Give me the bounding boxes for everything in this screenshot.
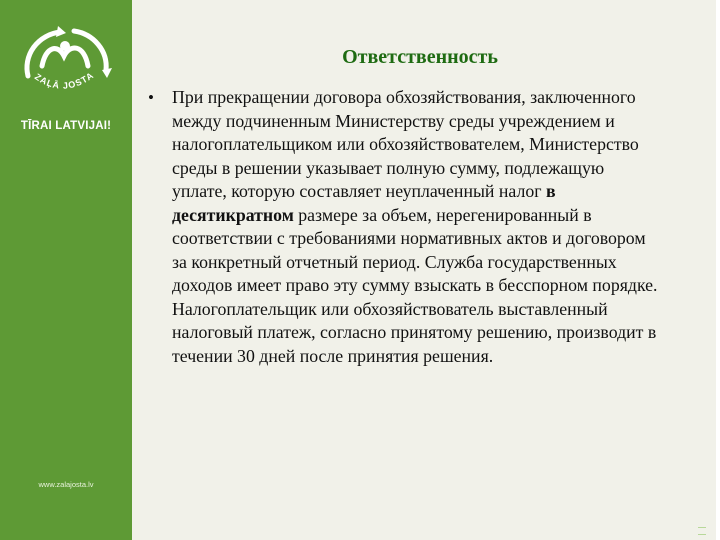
svg-text:ZAĻĀ JOSTA <box>33 70 96 91</box>
corner-decoration <box>698 527 706 528</box>
bullet-paragraph <box>148 86 660 368</box>
right-edge-strip <box>716 0 720 540</box>
website-link[interactable]: www.zalajosta.lv <box>38 480 94 489</box>
paragraph-text-1: При прекращении договора обхозяйствования, заключенного между подчиненным Министерству среды учреждением и налогоплательщиком или обхозяйствователем, Министерство среды в решении указывает полную сумму, подлежащую уплате, которую составляет неуплаченный налог <box>172 87 639 201</box>
corner-decoration <box>698 534 706 535</box>
brand-logo <box>14 26 118 106</box>
slide-content <box>148 86 660 368</box>
bullet-icon: • <box>148 88 154 107</box>
slide-title: Ответственность <box>342 46 498 68</box>
brand-name: ZAĻĀ JOSTA <box>32 69 96 91</box>
paragraph-text-2: размере за объем, нерегенированный в соответствии с требованиями нормативных актов и договором за конкретный отчетный период. Служба государственных доходов имеет право эту сумму взыскать в бесспорном порядке. Налогоплательщик или обхозяйствователь выставленный налоговый платеж, согласно принятому решению, производит в течении 30 дней после принятия решения. <box>172 204 658 366</box>
slogan: TĪRAI LATVIJAI! <box>20 120 112 132</box>
sidebar <box>0 0 132 540</box>
recycle-logo-icon <box>14 26 118 106</box>
paragraph-bold-text: в десятикратном <box>172 181 556 225</box>
